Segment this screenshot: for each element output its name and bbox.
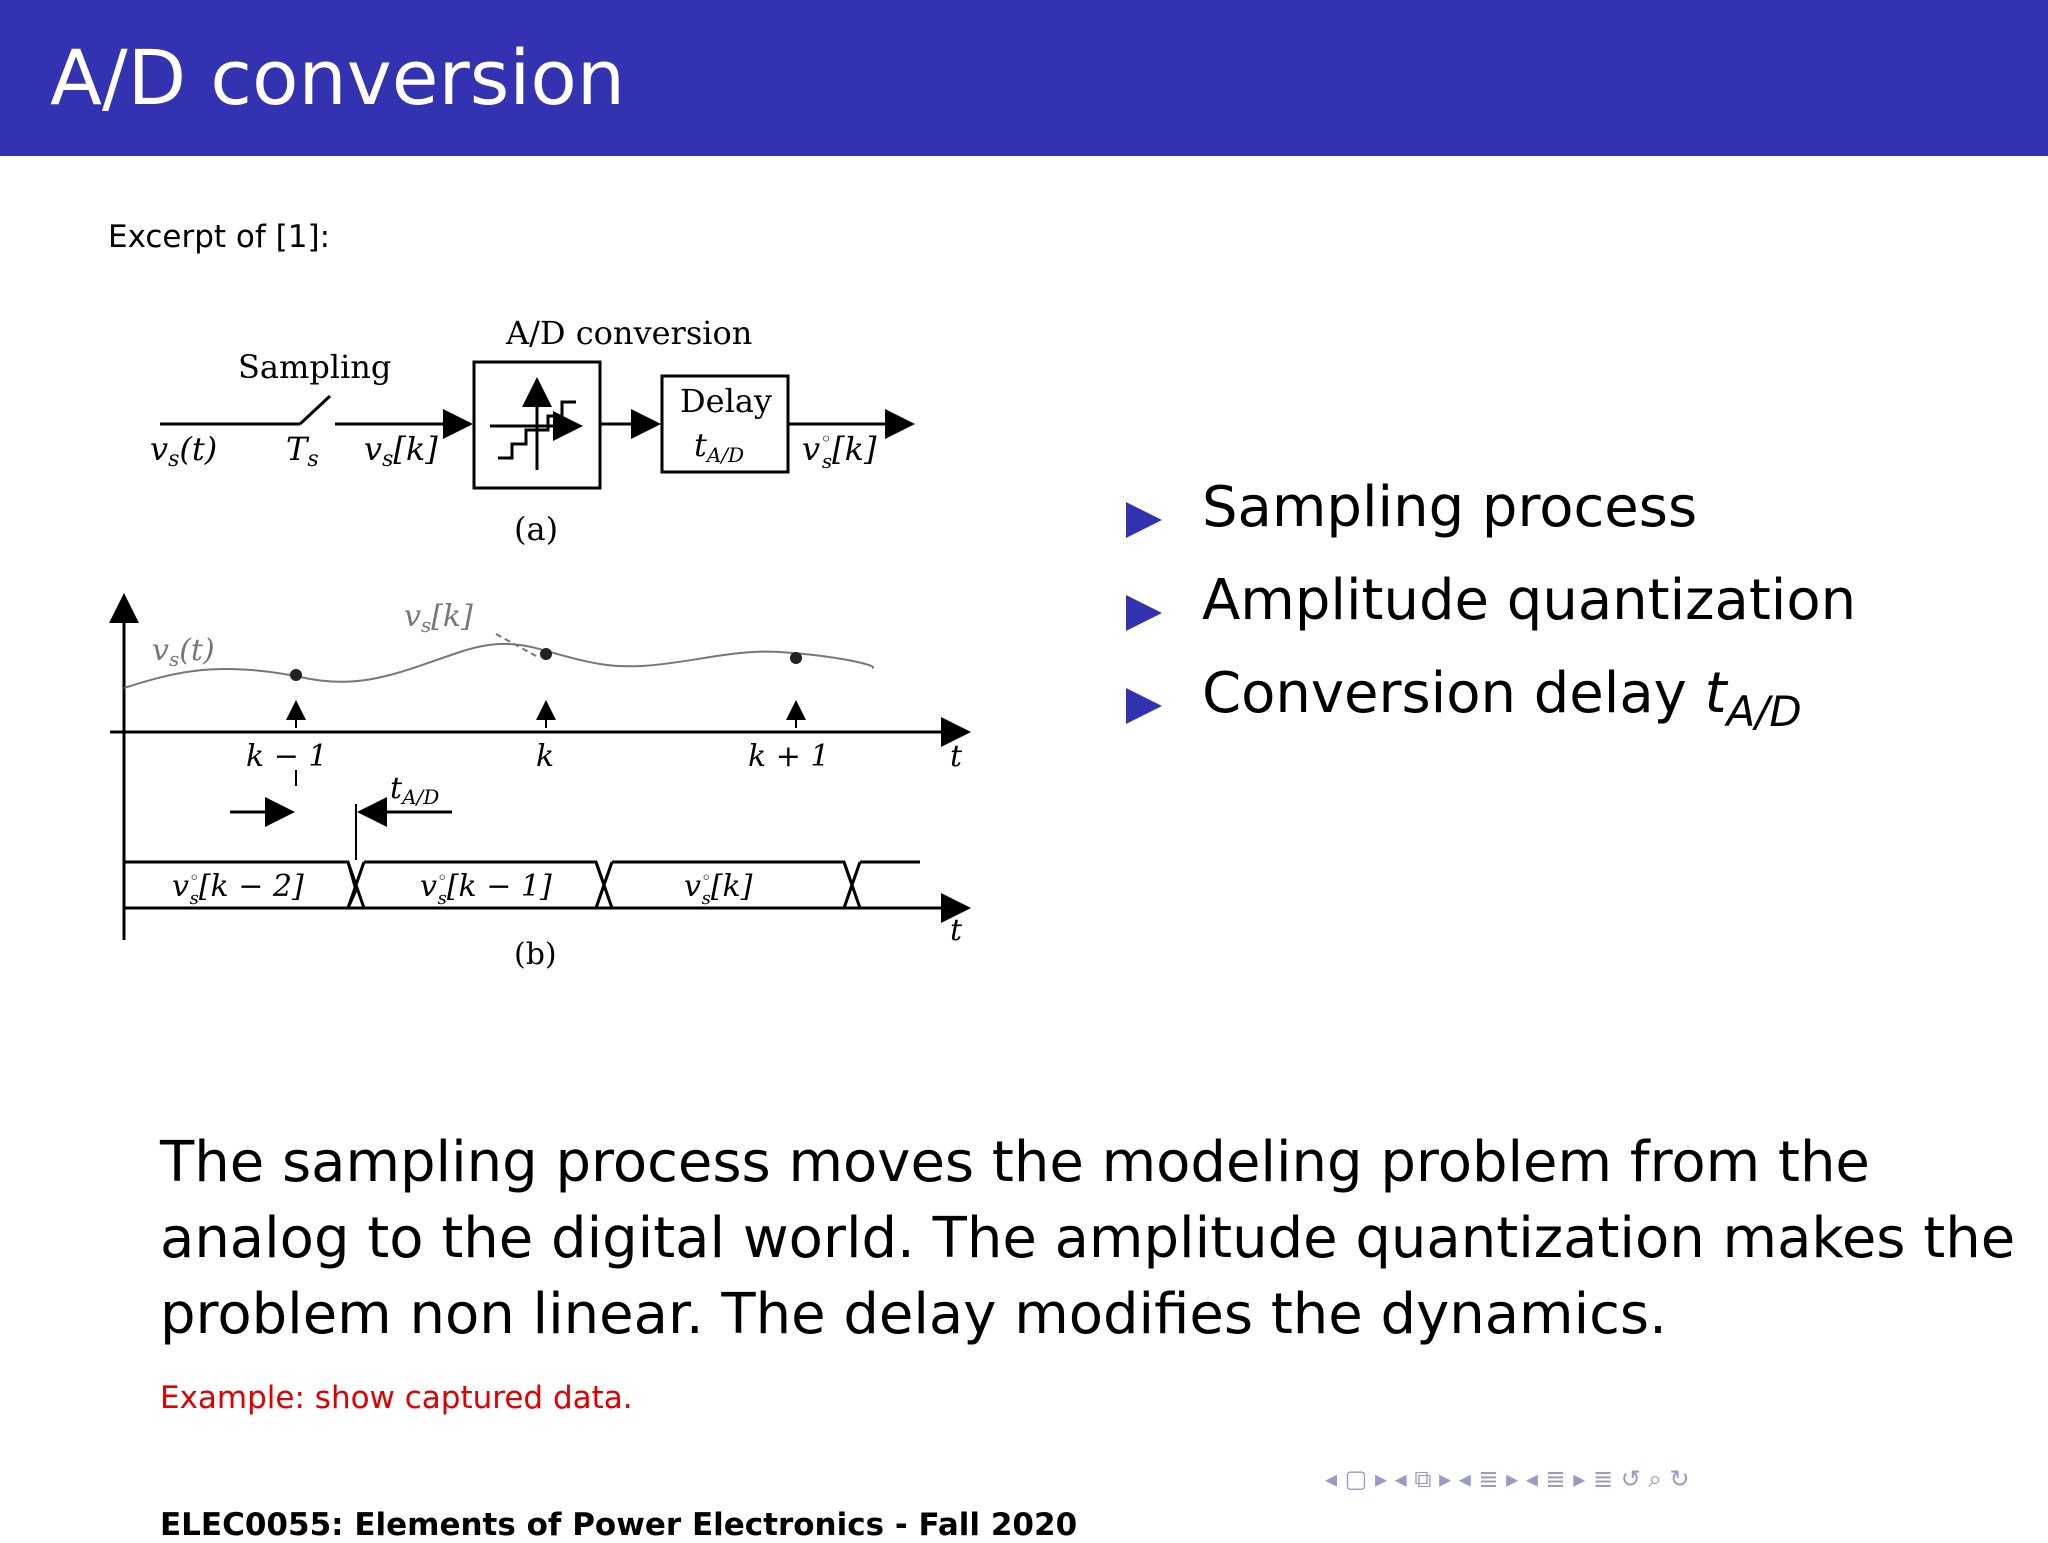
- tick-label-kp1: k + 1: [748, 739, 830, 774]
- sample-pointer-line: [496, 634, 536, 656]
- vso-k-label: v◦ s[k]: [802, 427, 877, 473]
- time-label-bottom: t: [950, 913, 963, 948]
- segment-label-k: v◦ s[k]: [684, 868, 753, 909]
- bullet-quantization: Amplitude quantization: [1122, 573, 1856, 666]
- tad-label: $t_{A/D}$: [390, 771, 440, 809]
- sample-dot-km1: [290, 669, 302, 681]
- timing-diagram-b: [110, 596, 968, 972]
- vs-t-label: vs(t): [150, 430, 218, 472]
- bullet-triangle-icon: [1126, 502, 1162, 538]
- delay-tad-label: tA/D: [694, 426, 745, 467]
- beamer-navigation-icons[interactable]: ◂ ▢ ▸ ◂ ⧉ ▸ ◂ ≣ ▸ ◂ ≣ ▸ ≣ ↺ ⌕ ↻: [1325, 1465, 1690, 1493]
- bullet-delay: Conversion delay $t_{A/D}$: [1122, 666, 1856, 759]
- ad-conversion-figure: [100, 300, 1000, 980]
- paragraph-line: analog to the digital world. The amplitude quantization makes the: [160, 1206, 2016, 1271]
- ts-label: Ts: [286, 430, 319, 472]
- block-diagram-a: [150, 314, 912, 548]
- footer-course: ELEC0055: Elements of Power Electronics - Fall 2020: [160, 1507, 1078, 1543]
- explanation-paragraph: [160, 1125, 2016, 1353]
- bullet-triangle-icon: [1126, 688, 1162, 724]
- bullet-list: [1122, 475, 1857, 759]
- excerpt-label: Excerpt of [1]:: [108, 219, 331, 255]
- sample-dot-kp1: [790, 652, 802, 664]
- tick-label-km1: k − 1: [246, 739, 328, 774]
- sampling-switch: [300, 396, 330, 424]
- delay-label: Delay: [680, 382, 772, 420]
- bullet-triangle-icon: [1126, 595, 1162, 631]
- tick-label-k: k: [536, 739, 555, 774]
- sample-dot-k: [540, 648, 552, 660]
- paragraph-line: problem non linear. The delay modifies the dynamics.: [160, 1282, 1667, 1347]
- example-note: Example: show captured data.: [160, 1380, 633, 1416]
- segment-label-km1: v◦ s[k − 1]: [420, 868, 552, 909]
- paragraph-line: The sampling process moves the modeling problem from the: [160, 1130, 1870, 1195]
- caption-b: (b): [514, 937, 557, 972]
- slide-title: A/D conversion: [50, 33, 626, 122]
- vs-t-curve-label: $v_s(t)$: [152, 633, 215, 671]
- ad-conversion-label: A/D conversion: [506, 314, 753, 352]
- segment-label-km2: v◦ s[k − 2]: [172, 868, 304, 909]
- vs-k-label: vs[k]: [364, 430, 438, 472]
- analog-signal-curve: [124, 644, 873, 688]
- time-label-top: t: [950, 739, 963, 774]
- quantizer-icon: [490, 380, 580, 470]
- caption-a: (a): [514, 510, 559, 548]
- vs-k-sample-label: $v_s[k]$: [404, 599, 473, 637]
- sampling-label: Sampling: [238, 348, 392, 386]
- bullet-sampling: Sampling process: [1122, 480, 1856, 573]
